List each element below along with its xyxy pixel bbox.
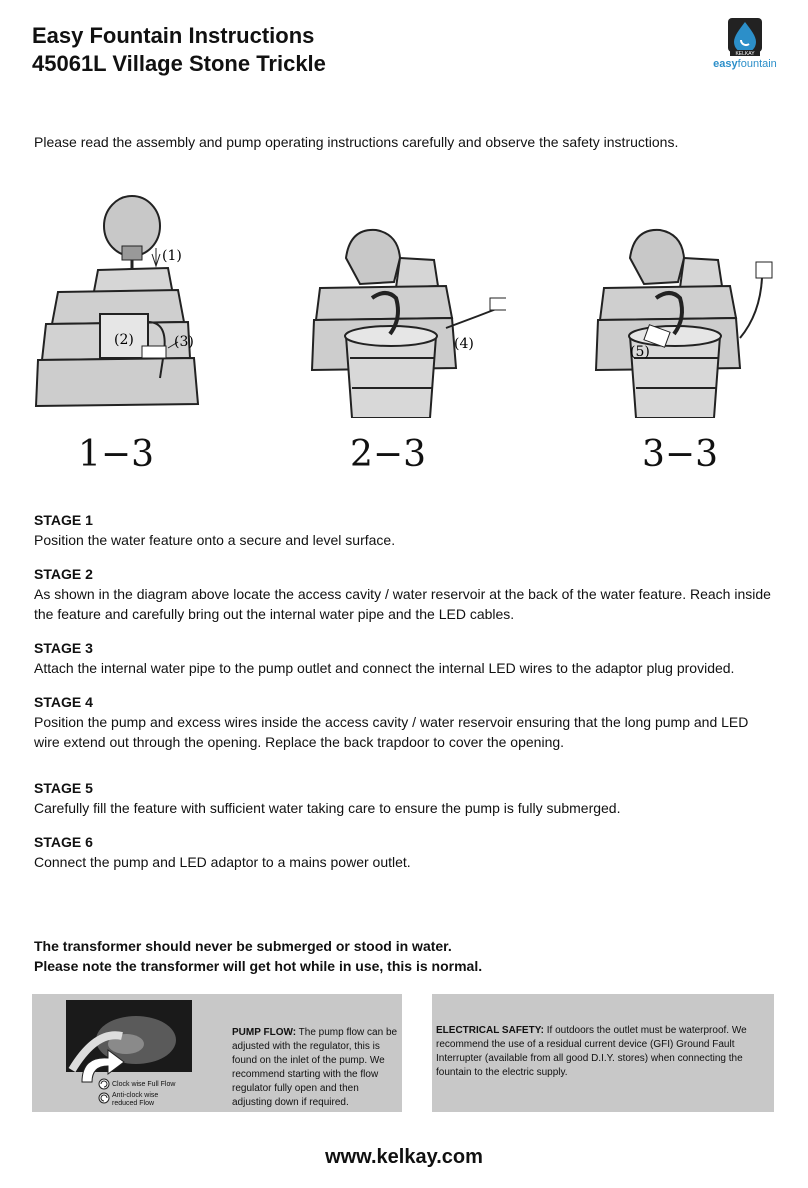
- stage-title: STAGE 6: [34, 834, 93, 850]
- document-title: [32, 22, 326, 78]
- stage-title: STAGE 2: [34, 566, 93, 582]
- diagram-step-3: [590, 218, 780, 418]
- pump-flow-panel: [32, 994, 402, 1112]
- stage-title: STAGE 5: [34, 780, 93, 796]
- stage-text: Position the pump and excess wires inside the access cavity / water reservoir ensuring that the long pump and LED wire extend out through the opening. Replace the back trapdoor to cover the opening.: [34, 714, 749, 750]
- legend-acw-line-1: Anti-clock wise: [112, 1092, 159, 1099]
- pump-flow-body: The pump flow can be adjusted with the regulator, this is found on the inlet of the pump. We recommend starting with the flow regulator fully open and then adjusting down if required.: [232, 1027, 398, 1108]
- legend-acw-line-2: reduced Flow: [112, 1100, 155, 1107]
- electrical-safety-label: ELECTRICAL SAFETY:: [436, 1025, 544, 1036]
- callout-2: (2): [114, 332, 134, 348]
- anticlockwise-icon: [98, 1092, 110, 1104]
- diagram-step-1: [28, 182, 228, 412]
- clockwise-icon: [98, 1078, 110, 1090]
- warning-line-2: Please note the transformer will get hot while in use, this is normal.: [34, 958, 483, 974]
- assembly-diagrams: [28, 182, 788, 482]
- electrical-safety-text: [436, 1024, 770, 1080]
- stage-2: [34, 564, 774, 624]
- electrical-safety-panel: [432, 994, 774, 1112]
- title-line-2: 45061L Village Stone Trickle: [32, 51, 326, 76]
- stage-text: Carefully fill the feature with sufficient water taking care to ensure the pump is fully submerged.: [34, 800, 621, 816]
- warning-line-1: The transformer should never be submerged or stood in water.: [34, 938, 452, 954]
- stage-3: [34, 638, 774, 678]
- transformer-warning: [34, 936, 482, 976]
- legend-clockwise: Clock wise Full Flow: [112, 1081, 176, 1088]
- stage-1: [34, 510, 774, 550]
- electrical-safety-body: If outdoors the outlet must be waterproof. We recommend the use of a residual current device (GFI) Ground Fault Interrupter (available from all good D.I.Y. stores) when connecting the fountain to the electric supply.: [436, 1025, 747, 1078]
- stage-6: [34, 832, 774, 872]
- stage-5: [34, 778, 774, 818]
- stage-title: STAGE 1: [34, 512, 93, 528]
- stages-list: [34, 510, 774, 886]
- pump-flow-text: [232, 1026, 398, 1110]
- pump-flow-label: PUMP FLOW:: [232, 1027, 297, 1038]
- title-line-1: Easy Fountain Instructions: [32, 23, 315, 48]
- callout-5: (5): [630, 344, 650, 360]
- diagram-step-2: [306, 218, 506, 418]
- logo-wordmark: [706, 58, 784, 70]
- intro-text: Please read the assembly and pump operating instructions carefully and observe the safety instructions.: [34, 134, 679, 150]
- kelkay-logo: [706, 16, 784, 82]
- stage-title: STAGE 3: [34, 640, 93, 656]
- stage-text: As shown in the diagram above locate the access cavity / water reservoir at the back of the water feature. Reach inside the feature and carefully bring out the internal water pipe and the LED cables.: [34, 586, 771, 622]
- step-label-1: 1−3: [78, 434, 154, 475]
- website-link[interactable]: www.kelkay.com: [325, 1146, 483, 1168]
- logo-brand: KELKAY: [735, 51, 755, 57]
- logo-word-easy: easy: [713, 58, 738, 70]
- step-label-2: 2−3: [350, 434, 426, 475]
- stage-text: Position the water feature onto a secure and level surface.: [34, 532, 396, 548]
- stage-text: Connect the pump and LED adaptor to a mains power outlet.: [34, 854, 411, 870]
- legend-anticlockwise: [112, 1092, 158, 1108]
- callout-4: (4): [454, 336, 474, 352]
- callout-1: (1): [162, 248, 182, 264]
- callout-3: (3): [174, 334, 194, 350]
- stage-text: Attach the internal water pipe to the pump outlet and connect the internal LED wires to the adaptor plug provided.: [34, 660, 735, 676]
- stage-title: STAGE 4: [34, 694, 93, 710]
- logo-word-fountain: fountain: [737, 58, 777, 70]
- stage-4: [34, 692, 774, 752]
- step-label-3: 3−3: [642, 434, 718, 475]
